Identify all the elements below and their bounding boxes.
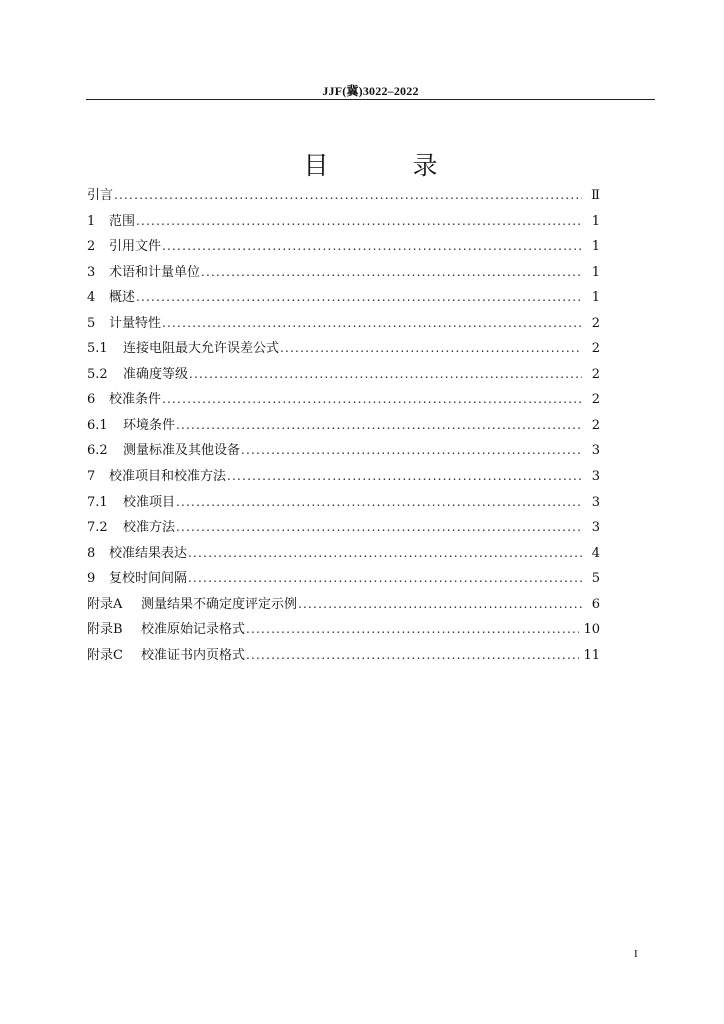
toc-entry-number: 5 xyxy=(87,315,96,331)
toc-entry-title: 范围 xyxy=(109,213,136,229)
toc-entry-page: Ⅱ xyxy=(591,188,600,203)
toc-leader-dots xyxy=(280,341,582,355)
toc-entry[interactable] xyxy=(87,439,600,465)
page-number: I xyxy=(634,948,638,960)
toc-entry-title: 引用文件 xyxy=(109,239,162,255)
page-title: 目 录 xyxy=(303,151,476,180)
toc-entry-page: 6 xyxy=(591,596,600,612)
toc-entry-page: 11 xyxy=(583,647,600,663)
toc-entry[interactable] xyxy=(87,465,600,491)
toc-entry[interactable] xyxy=(87,312,600,338)
toc-entry[interactable] xyxy=(87,567,600,593)
toc-entry[interactable] xyxy=(87,363,600,389)
toc-leader-dots xyxy=(241,443,582,457)
toc-entry-title: 测量标准及其他设备 xyxy=(123,443,241,459)
toc-entry-number: 3 xyxy=(87,264,96,280)
toc-leader-dots xyxy=(176,495,582,509)
toc-leader-dots xyxy=(188,546,582,560)
toc-entry[interactable] xyxy=(87,184,600,210)
toc-entry-number: 6 xyxy=(87,392,96,408)
toc-entry[interactable] xyxy=(87,593,600,619)
toc-entry[interactable] xyxy=(87,414,600,440)
toc-entry-page: 2 xyxy=(591,392,600,408)
toc-entry-page: 3 xyxy=(591,494,600,510)
toc-entry-title: 连接电阻最大允许误差公式 xyxy=(123,341,280,357)
toc-entry-title: 环境条件 xyxy=(123,417,176,433)
table-of-contents xyxy=(87,184,600,669)
toc-entry-page: 3 xyxy=(591,520,600,536)
toc-leader-dots xyxy=(176,520,582,534)
toc-leader-dots xyxy=(162,316,582,330)
toc-entry-title: 准确度等级 xyxy=(123,366,189,382)
toc-leader-dots xyxy=(189,367,582,381)
toc-leader-dots xyxy=(188,571,582,585)
toc-entry-title: 校准条件 xyxy=(109,392,162,408)
toc-entry[interactable] xyxy=(87,618,600,644)
toc-entry-number: 附录B xyxy=(87,622,123,638)
toc-entry[interactable] xyxy=(87,337,600,363)
toc-entry-title: 校准方法 xyxy=(123,520,176,536)
toc-entry-page: 1 xyxy=(591,239,600,255)
toc-entry-page: 10 xyxy=(583,622,600,638)
toc-entry-page: 1 xyxy=(591,290,600,306)
toc-entry-number: 1 xyxy=(87,213,96,229)
toc-entry-page: 4 xyxy=(591,545,600,561)
toc-leader-dots xyxy=(201,265,582,279)
toc-entry-title: 引言 xyxy=(87,188,114,203)
toc-leader-dots xyxy=(246,622,579,636)
toc-leader-dots xyxy=(176,418,582,432)
toc-entry-title: 校准项目 xyxy=(123,494,176,510)
toc-entry-page: 5 xyxy=(591,571,600,587)
toc-leader-dots xyxy=(114,188,582,202)
toc-leader-dots xyxy=(162,239,582,253)
toc-entry-number: 5.2 xyxy=(87,366,108,382)
toc-entry-number: 7.2 xyxy=(87,520,108,536)
toc-entry[interactable] xyxy=(87,210,600,236)
toc-entry-number: 7 xyxy=(87,469,96,485)
toc-leader-dots xyxy=(227,469,582,483)
toc-entry-page: 2 xyxy=(591,366,600,382)
toc-entry-number: 附录A xyxy=(87,596,123,612)
toc-entry-number: 7.1 xyxy=(87,494,108,510)
toc-entry-title: 术语和计量单位 xyxy=(109,264,201,280)
document-code-header: JJF(冀)3022–2022 xyxy=(322,84,419,98)
toc-entry[interactable] xyxy=(87,261,600,287)
toc-entry-title: 校准证书内页格式 xyxy=(141,647,246,663)
toc-entry-number: 附录C xyxy=(87,647,123,663)
toc-entry[interactable] xyxy=(87,235,600,261)
toc-leader-dots xyxy=(136,290,582,304)
toc-entry-page: 2 xyxy=(591,341,600,357)
toc-entry-number: 5.1 xyxy=(87,341,108,357)
toc-entry[interactable] xyxy=(87,491,600,517)
toc-entry-page: 2 xyxy=(591,417,600,433)
toc-entry-page: 3 xyxy=(591,443,600,459)
toc-entry[interactable] xyxy=(87,516,600,542)
toc-entry-number: 9 xyxy=(87,571,96,587)
toc-entry[interactable] xyxy=(87,644,600,670)
toc-entry-title: 校准结果表达 xyxy=(109,545,188,561)
toc-entry-title: 测量结果不确定度评定示例 xyxy=(141,596,298,612)
toc-leader-dots xyxy=(298,597,582,611)
toc-entry[interactable] xyxy=(87,542,600,568)
toc-entry-title: 复校时间间隔 xyxy=(109,571,188,587)
toc-entry-number: 8 xyxy=(87,545,96,561)
toc-entry-number: 2 xyxy=(87,239,96,255)
toc-entry-page: 1 xyxy=(591,264,600,280)
toc-leader-dots xyxy=(246,648,579,662)
toc-leader-dots xyxy=(136,214,582,228)
toc-entry-page: 1 xyxy=(591,213,600,229)
toc-leader-dots xyxy=(162,392,582,406)
toc-entry-number: 6.2 xyxy=(87,443,108,459)
header-divider xyxy=(86,99,655,100)
toc-entry-title: 计量特性 xyxy=(109,315,162,331)
toc-entry-title: 概述 xyxy=(109,290,136,306)
toc-entry-title: 校准原始记录格式 xyxy=(141,622,246,638)
toc-entry-title: 校准项目和校准方法 xyxy=(109,469,227,485)
toc-entry[interactable] xyxy=(87,286,600,312)
toc-entry[interactable] xyxy=(87,388,600,414)
toc-entry-page: 2 xyxy=(591,315,600,331)
toc-entry-number: 6.1 xyxy=(87,417,108,433)
toc-entry-number: 4 xyxy=(87,290,96,306)
toc-entry-page: 3 xyxy=(591,469,600,485)
